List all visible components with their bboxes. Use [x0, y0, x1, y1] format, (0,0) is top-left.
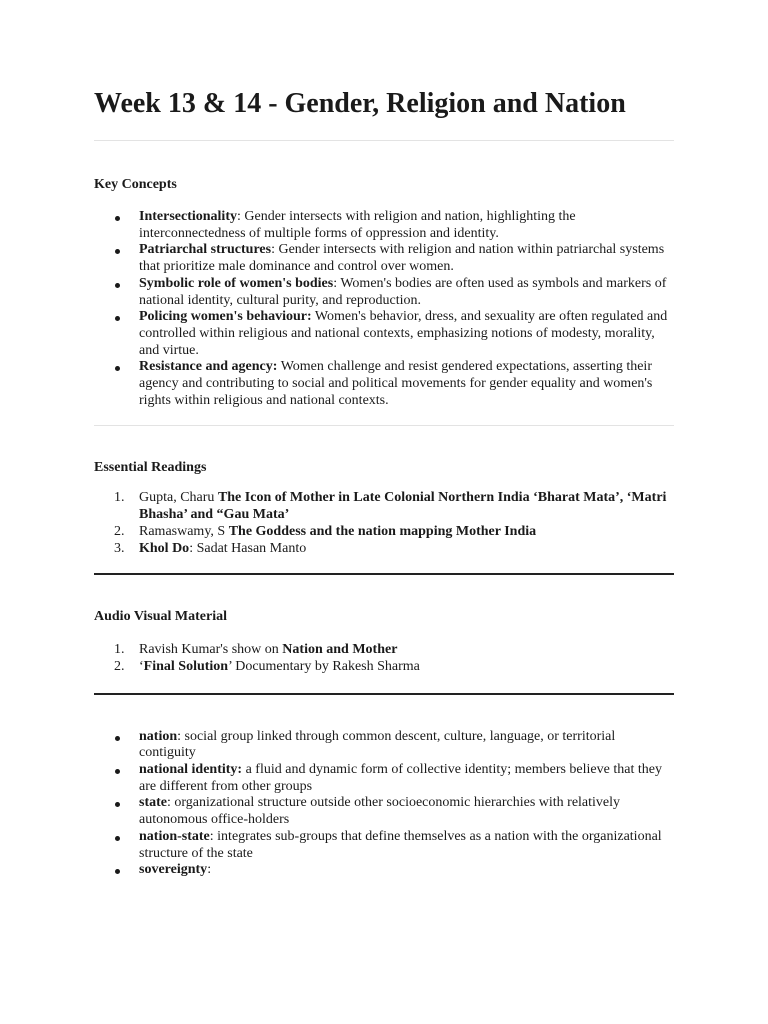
bullet-icon	[115, 249, 120, 254]
list-number: 1.	[114, 642, 125, 658]
page-title: Week 13 & 14 - Gender, Religion and Nation	[94, 88, 626, 119]
list-item	[94, 359, 674, 409]
definition-separator: :	[209, 828, 218, 844]
list-item	[94, 541, 674, 558]
list-item	[94, 762, 674, 795]
list-number: 1.	[114, 490, 125, 506]
bullet-icon	[115, 736, 120, 741]
bullet-icon	[115, 836, 120, 841]
concept-separator: :	[271, 242, 279, 258]
audio-visual-list	[94, 642, 674, 675]
list-item	[94, 829, 674, 862]
definition-term: national identity:	[139, 762, 243, 778]
definition-text: social group linked through common descent, culture, language, or territorial contiguity	[139, 728, 616, 761]
concept-term: Policing women's behaviour:	[139, 309, 312, 325]
concept-term: Symbolic role of women's bodies	[139, 275, 334, 291]
list-item	[94, 524, 674, 541]
reading-suffix: : Sadat Hasan Manto	[189, 540, 307, 556]
list-number: 2.	[114, 658, 125, 674]
definition-text: organizational structure outside other socioeconomic hierarchies with relatively autonomous office-holders	[139, 795, 621, 828]
reading-author: Gupta, Charu	[139, 490, 218, 506]
concept-term: Patriarchal structures	[139, 242, 272, 258]
list-item	[94, 729, 674, 762]
key-concepts-list	[94, 209, 674, 409]
list-item	[94, 309, 674, 359]
list-item	[94, 642, 674, 659]
definition-separator: :	[177, 728, 185, 744]
material-suffix: ’ Documentary by Rakesh Sharma	[228, 658, 420, 674]
definition-separator: :	[167, 795, 175, 811]
concept-text: Women challenge and resist gendered expectations, asserting their agency and contributing to social and political movements for gender equality and women's rights within religious and national contexts.	[139, 359, 653, 408]
list-item	[94, 795, 674, 828]
definitions-list	[94, 729, 674, 879]
material-prefix: ‘	[139, 658, 144, 674]
concept-text: Women's behavior, dress, and sexuality are often regulated and controlled within religious and national contexts, emphasizing notions of modesty, morality, and virtue.	[139, 309, 668, 358]
concept-term: Intersectionality	[139, 209, 237, 224]
definition-text: a fluid and dynamic form of collective identity; members believe that they are different from other groups	[139, 762, 662, 794]
definition-text: integrates sub-groups that define themselves as a nation with the organizational structure of the state	[139, 828, 662, 861]
list-number: 3.	[114, 540, 125, 556]
definition-term: nation-state	[139, 828, 210, 844]
list-number: 2.	[114, 523, 125, 539]
concept-text: Gender intersects with religion and nation within patriarchal systems that prioritize male dominance and control over women.	[139, 242, 665, 275]
list-item	[94, 242, 674, 275]
material-prefix: Ravish Kumar's show on	[139, 642, 283, 658]
definition-term: nation	[139, 728, 178, 744]
concept-term: Resistance and agency:	[139, 359, 278, 375]
essential-readings-list	[94, 490, 674, 557]
reading-title: The Icon of Mother in Late Colonial Northern India ‘Bharat Mata’, ‘Matri Bhasha’ and “Gau Mata’	[139, 490, 667, 523]
reading-author: Ramaswamy, S	[139, 523, 229, 539]
list-item	[94, 276, 674, 309]
definition-separator: :	[207, 862, 212, 878]
key-concepts-heading: Key Concepts	[94, 177, 177, 192]
bullet-icon	[115, 869, 120, 874]
list-item	[94, 490, 674, 523]
list-item	[94, 862, 674, 879]
bullet-icon	[115, 366, 120, 371]
essential-readings-heading: Essential Readings	[94, 460, 207, 476]
bullet-icon	[115, 216, 120, 221]
concept-text: Gender intersects with religion and nation, highlighting the interconnectedness of multiple forms of oppression and identity.	[139, 209, 576, 241]
material-title: Final Solution	[143, 658, 229, 674]
concept-separator: :	[236, 209, 245, 224]
concept-separator: :	[333, 275, 341, 291]
bullet-icon	[115, 283, 120, 288]
reading-title: The Goddess and the nation mapping Mother India	[228, 523, 537, 539]
concept-text: Women's bodies are often used as symbols and markers of national identity, cultural purity, and reproduction.	[139, 275, 667, 308]
material-title: Nation and Mother	[282, 642, 398, 658]
audio-visual-heading: Audio Visual Material	[94, 609, 228, 625]
reading-title: Khol Do	[139, 540, 190, 556]
list-item	[94, 209, 674, 242]
list-item	[94, 659, 674, 676]
definition-term: state	[139, 795, 167, 811]
definition-term: sovereignty	[139, 862, 208, 878]
bullet-icon	[115, 769, 120, 774]
bullet-icon	[115, 802, 120, 807]
bullet-icon	[115, 316, 120, 321]
